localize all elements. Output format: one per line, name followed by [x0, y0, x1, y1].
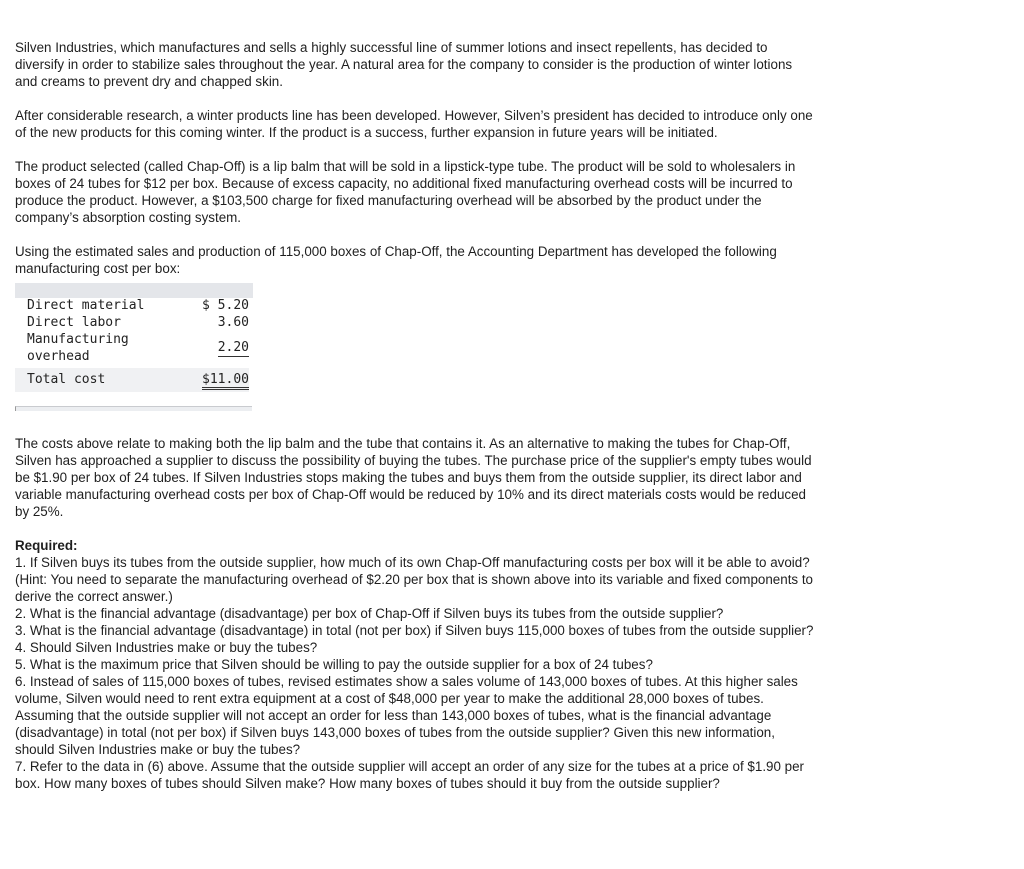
cost-table-grid [15, 298, 249, 392]
question-5: 5. What is the maximum price that Silven should be willing to pay the outside supplier for a box of 24 tubes? [15, 656, 653, 672]
table-row [15, 298, 249, 315]
total-value: $11.00 [202, 372, 249, 390]
question-3: 3. What is the financial advantage (disadvantage) in total (not per box) if Silven buys 115,000 boxes of tubes from the outside supplier? [15, 622, 814, 638]
required-heading: Required: [15, 537, 78, 553]
question-6: 6. Instead of sales of 115,000 boxes of tubes, revised estimates show a sales volume of 143,000 boxes of tubes. At this higher sales volume, Silven would need to rent extra equipment at a cost of $48,000 per year to make the additional 28,000 boxes of tubes. Assuming that the outside supplier will not accept an order for less than 143,000 boxes of tubes, what is the financial advantage (disadvantage) in total (not per box) if Silven buys 143,000 boxes of tubes from the outside supplier? Given this new information, should Silven Industries make or buy the tubes? [15, 673, 798, 757]
cost-label: Manufacturing overhead [27, 332, 129, 364]
table-row [15, 315, 249, 332]
required-section [15, 537, 815, 792]
cost-label: Direct material [27, 298, 145, 313]
problem-text [15, 39, 815, 792]
table-row [15, 331, 249, 368]
total-label: Total cost [15, 368, 183, 392]
table-header-bar [15, 283, 253, 298]
intro-paragraph: Silven Industries, which manufactures and sells a highly successful line of summer lotions and insect repellents, has decided to diversify in order to stabilize sales throughout the year. A natural area for the company to consider is the production of winter lotions and creams to prevent dry and chapped skin. [15, 40, 793, 89]
cost-table [15, 283, 253, 411]
cost-label: Direct labor [27, 314, 121, 330]
question-4: 4. Should Silven Industries make or buy the tubes? [15, 639, 318, 655]
cost-value: 2.20 [218, 340, 249, 358]
total-row [15, 368, 249, 392]
cost-value: 3.60 [217, 314, 249, 330]
cost-intro-paragraph: Using the estimated sales and production of 115,000 boxes of Chap-Off, the Accounting Department has developed the following manufacturing cost per box: [15, 244, 777, 276]
alternative-paragraph: The costs above relate to making both the lip balm and the tube that contains it. As an alternative to making the tubes for Chap-Off, Silven has approached a supplier to discuss the possibility of buying the tubes. The purchase price of the supplier's empty tubes would be $1.90 per box of 24 tubes. If Silven Industries stops making the tubes and buys them from the outside supplier, its direct labor and variable manufacturing overhead costs per box of Chap-Off would be reduced by 10% and its direct materials costs would be reduced by 25%. [15, 435, 812, 519]
question-1: 1. If Silven buys its tubes from the outside supplier, how much of its own Chap-Off manufacturing costs per box will it be able to avoid? (Hint: You need to separate the manufacturing overhead of $2.20 per box that is shown above into its variable and fixed components to derive the correct answer.) [15, 554, 814, 604]
cost-value: $ 5.20 [202, 298, 249, 313]
product-paragraph: The product selected (called Chap-Off) is a lip balm that will be sold in a lipstick-type tube. The product will be sold to wholesalers in boxes of 24 tubes for $12 per box. Because of excess capacity, no additional fixed manufacturing overhead costs will be incurred to produce the product. However, a $103,500 charge for fixed manufacturing overhead will be absorbed by the product under the company’s absorption costing system. [15, 159, 796, 225]
question-2: 2. What is the financial advantage (disadvantage) per box of Chap-Off if Silven buys its tubes from the outside supplier? [15, 605, 724, 621]
table-footer-bar [15, 406, 252, 411]
question-7: 7. Refer to the data in (6) above. Assume that the outside supplier will accept an order of any size for the tubes at a price of $1.90 per box. How many boxes of tubes should Silven make? How many boxes of tubes should it buy from the outside supplier? [15, 758, 805, 791]
research-paragraph: After considerable research, a winter products line has been developed. However, Silven’s president has decided to introduce only one of the new products for this coming winter. If the product is a success, further expansion in future years will be initiated. [15, 108, 813, 140]
